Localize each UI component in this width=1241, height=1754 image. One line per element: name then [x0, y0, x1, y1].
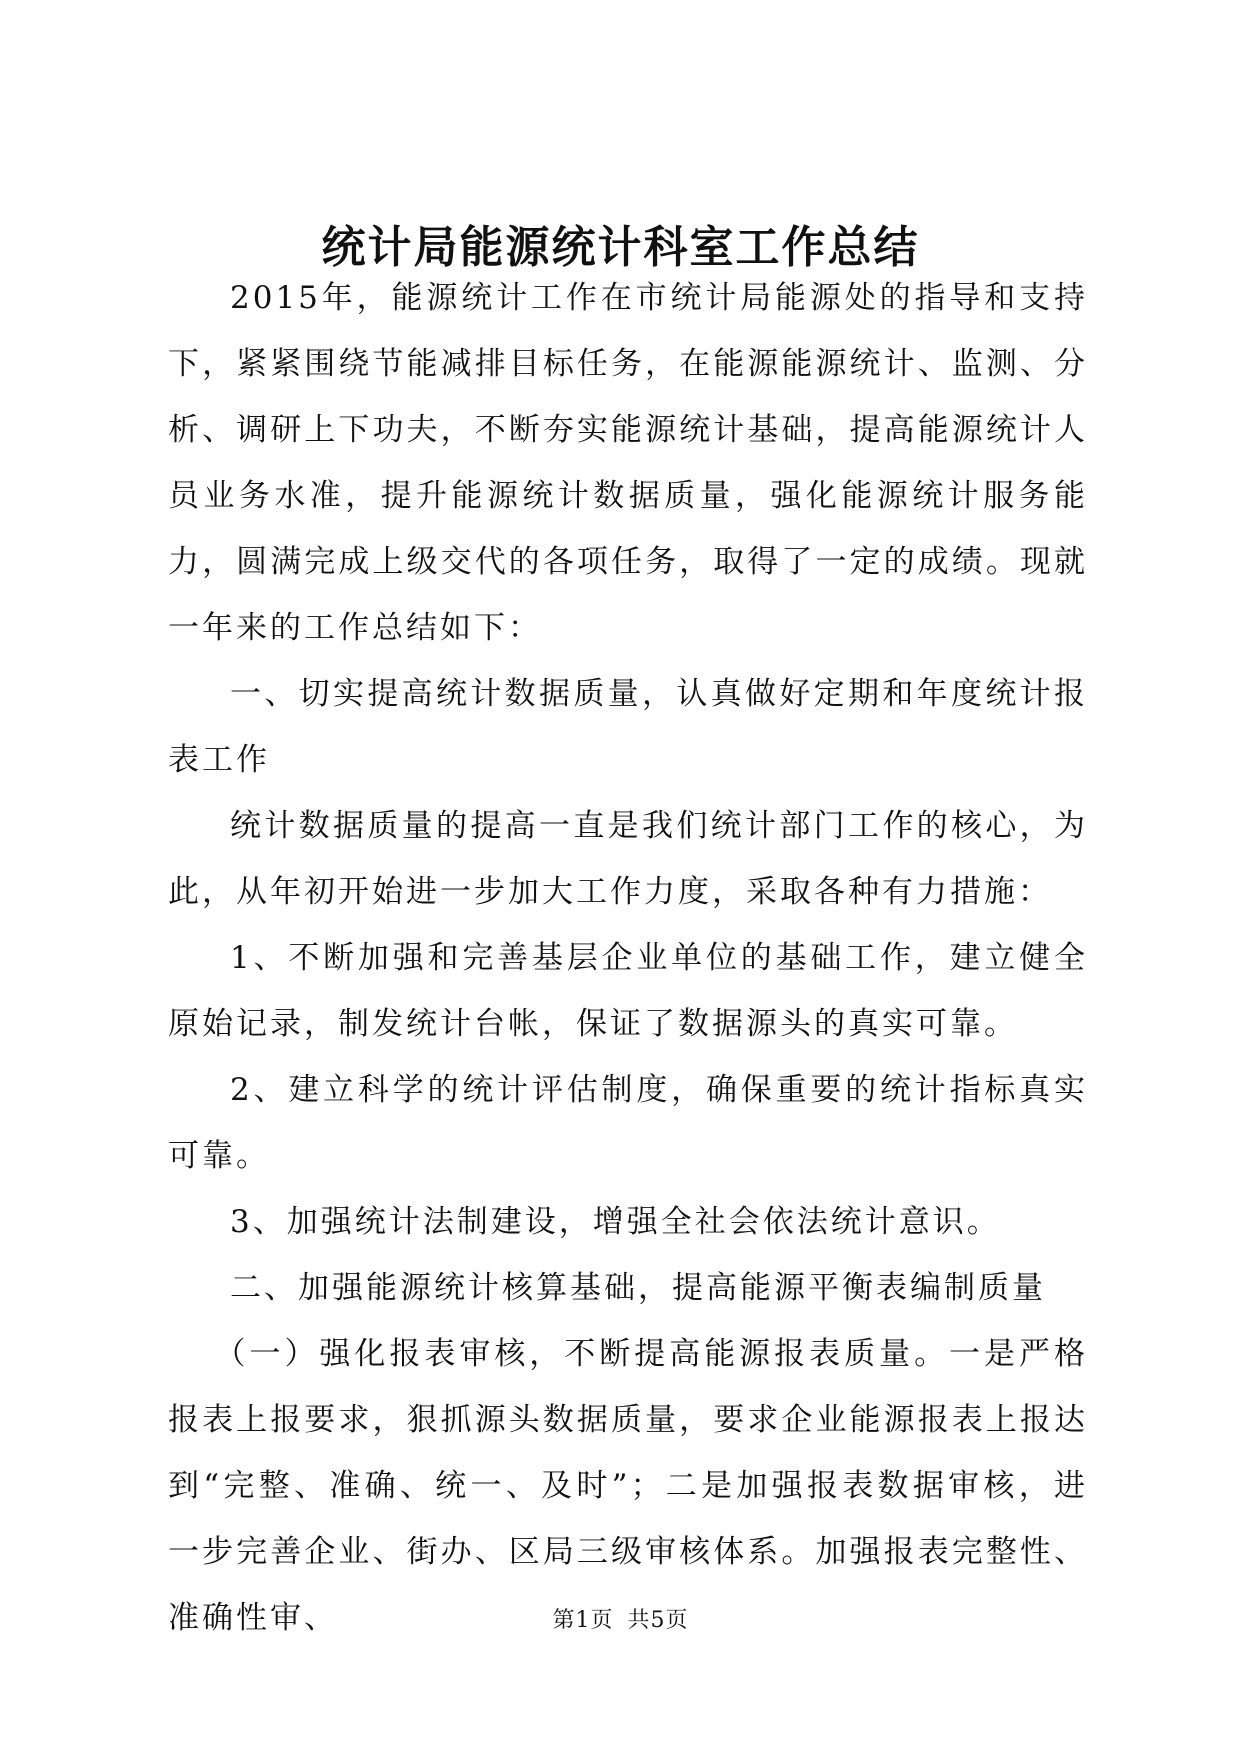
paragraph-section-2-item-1: （一）强化报表审核，不断提高能源报表质量。一是严格报表上报要求，狠抓源头数据质量，要求企业能源报表上报达到“完整、准确、统一、及时”；二是加强报表数据审核，进一步完善企业、街办、区局三级审核体系。加强报表完整性、准确性审、 [168, 1336, 1088, 1636]
document-body [168, 265, 1088, 1651]
paragraph-section-1-intro: 统计数据质量的提高一直是我们统计部门工作的核心，为此，从年初开始进一步加大工作力度，采取各种有力措施： [168, 808, 1088, 910]
document-title: 统计局能源统计科室工作总结 [321, 222, 920, 273]
page-total: 共5页 [627, 1608, 689, 1633]
heading-section-2: 二、加强能源统计核算基础，提高能源平衡表编制质量 [230, 1270, 1046, 1306]
list-item-2: 2、建立科学的统计评估制度，确保重要的统计指标真实可靠。 [168, 1072, 1088, 1174]
heading-section-1: 一、切实提高统计数据质量，认真做好定期和年度统计报表工作 [168, 676, 1088, 778]
page-footer [0, 1606, 1241, 1636]
list-item-3: 3、加强统计法制建设，增强全社会依法统计意识。 [230, 1204, 1001, 1240]
page-number: 第1页 [552, 1608, 614, 1633]
list-item-1: 1、不断加强和完善基层企业单位的基础工作，建立健全原始记录，制发统计台帐，保证了数据源头的真实可靠。 [168, 940, 1088, 1042]
paragraph-intro: 2015年，能源统计工作在市统计局能源处的指导和支持下，紧紧围绕节能减排目标任务，在能源能源统计、监测、分析、调研上下功夫，不断夯实能源统计基础，提高能源统计人员业务水准，提升能源统计数据质量，强化能源统计服务能力，圆满完成上级交代的各项任务，取得了一定的成绩。现就一年来的工作总结如下： [168, 280, 1088, 646]
